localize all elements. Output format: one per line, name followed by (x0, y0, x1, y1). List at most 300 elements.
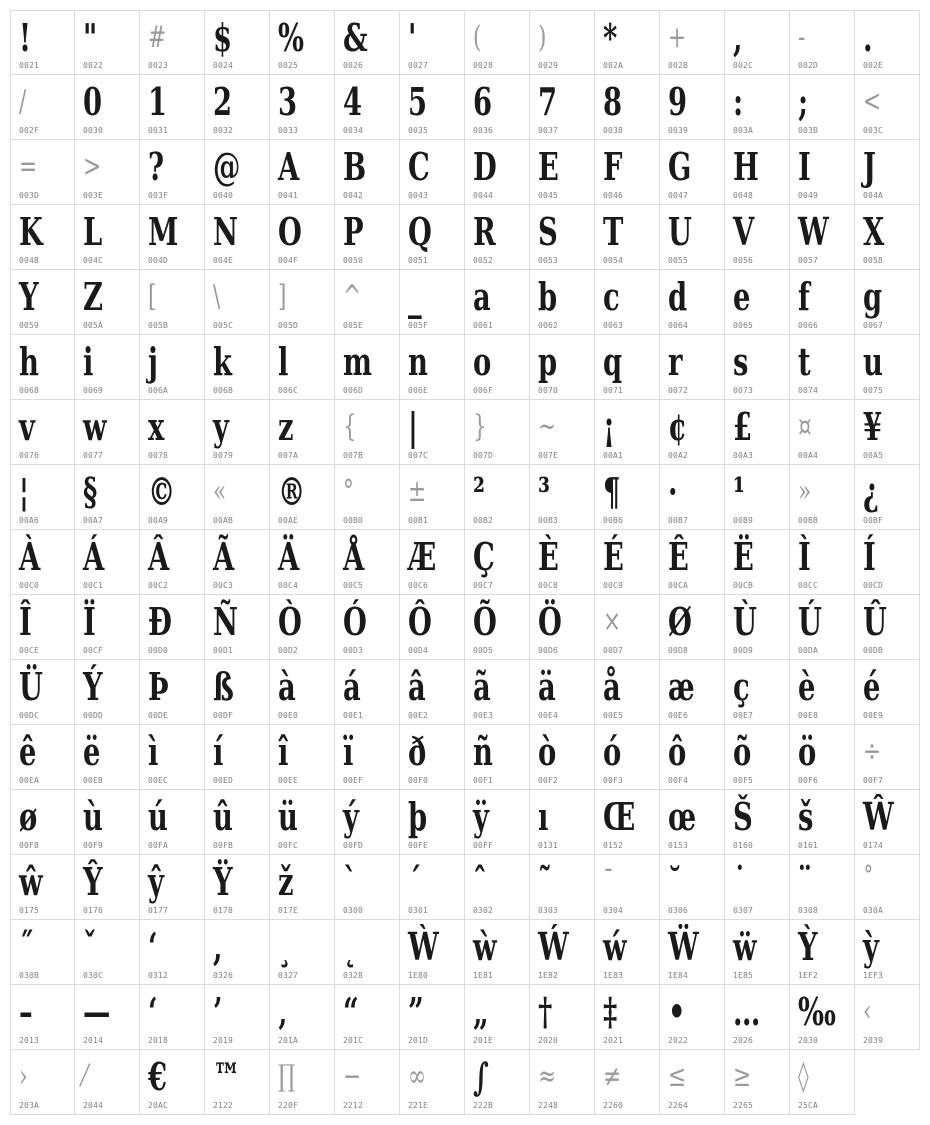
glyph-char: è (798, 664, 816, 709)
glyph-char: … (733, 989, 761, 1034)
glyph-cell (595, 335, 660, 400)
glyph-cell (75, 985, 140, 1050)
glyph-code: 1EF3 (863, 971, 884, 980)
glyph-char: b (538, 274, 558, 319)
glyph-code: 0054 (603, 256, 624, 265)
glyph-cell (660, 985, 725, 1050)
glyph-code: 2014 (83, 1036, 104, 1045)
glyph-cell (335, 985, 400, 1050)
glyph-cell (10, 530, 75, 595)
glyph-code: 0055 (668, 256, 689, 265)
glyph-cell (335, 205, 400, 270)
glyph-code: 0032 (213, 126, 234, 135)
glyph-char: ™ (213, 1054, 241, 1099)
glyph-cell (725, 140, 790, 205)
glyph-char: H (733, 144, 759, 189)
glyph-code: 00C7 (473, 581, 494, 590)
glyph-code: 0056 (733, 256, 754, 265)
glyph-char: â (408, 664, 426, 709)
glyph-code: 004F (278, 256, 299, 265)
glyph-cell (140, 400, 205, 465)
glyph-cell (75, 855, 140, 920)
glyph-cell (790, 790, 855, 855)
glyph-code: 00F2 (538, 776, 559, 785)
glyph-cell (595, 790, 660, 855)
glyph-code: 00DE (148, 711, 169, 720)
glyph-code: 006F (473, 386, 494, 395)
glyph-cell (530, 920, 595, 985)
glyph-char: " (83, 15, 98, 60)
glyph-cell (790, 595, 855, 660)
glyph-cell (595, 75, 660, 140)
glyph-cell (465, 855, 530, 920)
glyph-char: F (603, 144, 623, 189)
glyph-code: 201C (343, 1036, 364, 1045)
glyph-cell (270, 335, 335, 400)
glyph-cell (140, 855, 205, 920)
glyph-code: 006C (278, 386, 299, 395)
glyph-code: 0041 (278, 191, 299, 200)
glyph-code: 0301 (408, 906, 429, 915)
glyph-cell (400, 530, 465, 595)
glyph-code: 0040 (213, 191, 234, 200)
glyph-cell (270, 790, 335, 855)
glyph-code: 00FF (473, 841, 494, 850)
glyph-char: þ (408, 794, 428, 839)
glyph-code: 0044 (473, 191, 494, 200)
glyph-code: 003F (148, 191, 169, 200)
glyph-cell (595, 400, 660, 465)
glyph-cell (10, 985, 75, 1050)
glyph-char: E (538, 144, 559, 189)
glyph-char: Ẁ (408, 924, 439, 969)
glyph-char: ê (19, 729, 37, 774)
glyph-cell (725, 335, 790, 400)
glyph-char: } (473, 409, 487, 444)
glyph-code: 0307 (733, 906, 754, 915)
glyph-cell (400, 920, 465, 985)
glyph-char: ë (83, 729, 101, 774)
glyph-char: ≤ (668, 1059, 687, 1094)
glyph-char: V (733, 209, 755, 254)
glyph-code: 00AB (213, 516, 234, 525)
glyph-code: 006E (408, 386, 429, 395)
glyph-cell (465, 465, 530, 530)
glyph-cell (660, 790, 725, 855)
glyph-char: r (668, 339, 683, 384)
glyph-code: 00C0 (19, 581, 40, 590)
glyph-code: 0069 (83, 386, 104, 395)
glyph-char: n (408, 339, 428, 384)
glyph-char: © (148, 469, 176, 514)
glyph-code: 2019 (213, 1036, 234, 1045)
glyph-code: 0022 (83, 61, 104, 70)
glyph-cell (790, 1050, 855, 1115)
glyph-char: ÿ (473, 794, 489, 839)
glyph-code: 00C9 (603, 581, 624, 590)
glyph-cell (75, 465, 140, 530)
glyph-code: 220F (278, 1101, 299, 1110)
glyph-char: ä (538, 664, 556, 709)
glyph-cell (855, 985, 920, 1050)
glyph-cell (335, 725, 400, 790)
glyph-code: 0161 (798, 841, 819, 850)
glyph-code: 0175 (19, 906, 40, 915)
glyph-code: 00FB (213, 841, 234, 850)
glyph-char: ‡ (603, 989, 618, 1034)
glyph-cell (855, 790, 920, 855)
glyph-char: q (603, 339, 623, 384)
glyph-cell (790, 270, 855, 335)
glyph-char: j (148, 339, 158, 384)
glyph-code: 017E (278, 906, 299, 915)
glyph-char: Â (148, 534, 170, 579)
glyph-code: 0153 (668, 841, 689, 850)
glyph-char: S (538, 209, 558, 254)
glyph-code: 2265 (733, 1101, 754, 1110)
glyph-char: 3 (278, 79, 298, 124)
glyph-code: 00EF (343, 776, 364, 785)
glyph-code: 25CA (798, 1101, 819, 1110)
glyph-code: 0050 (343, 256, 364, 265)
glyph-char: \ (213, 279, 221, 314)
glyph-code: 2020 (538, 1036, 559, 1045)
glyph-cell (205, 1050, 270, 1115)
glyph-cell (10, 205, 75, 270)
glyph-cell (205, 10, 270, 75)
glyph-code: 005C (213, 321, 234, 330)
glyph-cell (725, 1050, 790, 1115)
glyph-cell (790, 855, 855, 920)
glyph-char: Ï (83, 599, 96, 644)
glyph-code: 00F1 (473, 776, 494, 785)
glyph-char: ï (343, 729, 354, 774)
glyph-code: 00CC (798, 581, 819, 590)
glyph-code: 0029 (538, 61, 559, 70)
glyph-code: 0033 (278, 126, 299, 135)
glyph-code: 0176 (83, 906, 104, 915)
glyph-char: È (538, 534, 559, 579)
glyph-code: 007D (473, 451, 494, 460)
glyph-cell (725, 920, 790, 985)
glyph-code: 2026 (733, 1036, 754, 1045)
glyph-char: s (733, 339, 749, 384)
glyph-char: € (148, 1054, 168, 1099)
glyph-code: 00F6 (798, 776, 819, 785)
glyph-char: Ç (473, 534, 495, 579)
glyph-code: 0039 (668, 126, 689, 135)
glyph-code: 0065 (733, 321, 754, 330)
glyph-char: 1 (148, 79, 168, 124)
glyph-cell (790, 660, 855, 725)
glyph-code: 2044 (83, 1101, 104, 1110)
glyph-cell (530, 725, 595, 790)
glyph-code: 00B2 (473, 516, 494, 525)
glyph-cell (595, 855, 660, 920)
glyph-code: 00CD (863, 581, 884, 590)
glyph-cell (465, 595, 530, 660)
glyph-code: 2122 (213, 1101, 234, 1110)
glyph-code: 0071 (603, 386, 624, 395)
glyph-code: 006D (343, 386, 364, 395)
glyph-code: 0178 (213, 906, 234, 915)
glyph-code: 002F (19, 126, 40, 135)
glyph-code: 007C (408, 451, 429, 460)
glyph-code: 201A (278, 1036, 299, 1045)
glyph-cell (335, 465, 400, 530)
glyph-code: 00A1 (603, 451, 624, 460)
glyph-code: 0021 (19, 61, 40, 70)
glyph-cell (790, 465, 855, 530)
glyph-cell (400, 10, 465, 75)
glyph-cell (270, 400, 335, 465)
glyph-cell (270, 855, 335, 920)
glyph-char: Ö (538, 599, 562, 644)
glyph-char: ‚ (278, 989, 288, 1034)
glyph-cell (465, 790, 530, 855)
glyph-char: , (733, 15, 743, 60)
glyph-cell (75, 920, 140, 985)
glyph-code: 00D4 (408, 646, 429, 655)
glyph-cell (855, 10, 920, 75)
glyph-cell (790, 400, 855, 465)
glyph-cell (530, 75, 595, 140)
glyph-code: 0300 (343, 906, 364, 915)
glyph-cell (400, 400, 465, 465)
glyph-cell (465, 400, 530, 465)
glyph-code: 0326 (213, 971, 234, 980)
glyph-char: ° (343, 474, 354, 509)
glyph-char: p (538, 339, 558, 384)
glyph-cell (10, 595, 75, 660)
glyph-code: 00EE (278, 776, 299, 785)
glyph-cell (530, 400, 595, 465)
glyph-char: X (863, 209, 885, 254)
glyph-cell (205, 465, 270, 530)
glyph-char: ẁ (473, 924, 497, 969)
glyph-char: T (603, 209, 624, 254)
glyph-code: 00CA (668, 581, 689, 590)
glyph-code: 004C (83, 256, 104, 265)
glyph-char: I (798, 144, 811, 189)
glyph-code: 1E82 (538, 971, 559, 980)
glyph-code: 003E (83, 191, 104, 200)
glyph-code: 030A (863, 906, 884, 915)
glyph-code: 004A (863, 191, 884, 200)
glyph-code: 00D7 (603, 646, 624, 655)
glyph-char: u (863, 339, 883, 384)
glyph-grid (10, 10, 920, 1115)
glyph-cell (75, 595, 140, 660)
glyph-char: ” (408, 989, 424, 1034)
glyph-char: ~ (538, 409, 557, 444)
glyph-char: ¹ (733, 469, 745, 514)
glyph-code: 2030 (798, 1036, 819, 1045)
glyph-char: Ẅ (668, 924, 699, 969)
glyph-code: 007A (278, 451, 299, 460)
glyph-char: Ỳ (798, 924, 818, 969)
glyph-cell (790, 985, 855, 1050)
glyph-cell (595, 140, 660, 205)
glyph-cell (205, 985, 270, 1050)
glyph-cell (660, 660, 725, 725)
glyph-char: w (83, 404, 107, 449)
glyph-code: 002D (798, 61, 819, 70)
glyph-char: $ (213, 15, 233, 60)
glyph-cell (270, 75, 335, 140)
glyph-char: ; (798, 79, 809, 124)
glyph-code: 00E8 (798, 711, 819, 720)
glyph-cell (530, 660, 595, 725)
glyph-code: 0073 (733, 386, 754, 395)
glyph-cell (140, 985, 205, 1050)
glyph-code: 0066 (798, 321, 819, 330)
glyph-char: < (863, 84, 882, 119)
glyph-cell (205, 725, 270, 790)
glyph-code: 0048 (733, 191, 754, 200)
glyph-code: 0312 (148, 971, 169, 980)
glyph-code: 00E9 (863, 711, 884, 720)
glyph-char: Ð (148, 599, 172, 644)
glyph-char: a (473, 274, 491, 319)
glyph-cell (855, 400, 920, 465)
glyph-char: Ú (798, 599, 822, 644)
glyph-char: ² (473, 469, 485, 514)
glyph-cell (790, 10, 855, 75)
glyph-char: ¸ (278, 924, 292, 969)
glyph-cell (140, 1050, 205, 1115)
glyph-cell (530, 985, 595, 1050)
glyph-cell (205, 855, 270, 920)
glyph-cell (270, 205, 335, 270)
glyph-cell (140, 205, 205, 270)
glyph-code: 00E1 (343, 711, 364, 720)
glyph-code: 00D2 (278, 646, 299, 655)
glyph-char: š (798, 794, 814, 839)
glyph-code: 2212 (343, 1101, 364, 1110)
glyph-code: 00E0 (278, 711, 299, 720)
glyph-char: ? (148, 144, 165, 189)
glyph-cell (10, 75, 75, 140)
glyph-cell (855, 595, 920, 660)
glyph-char: M (148, 209, 179, 254)
glyph-char: g (863, 274, 883, 319)
glyph-char: A (278, 144, 300, 189)
glyph-cell (855, 920, 920, 985)
glyph-cell (400, 985, 465, 1050)
glyph-cell (595, 985, 660, 1050)
glyph-code: 00D3 (343, 646, 364, 655)
glyph-char: U (668, 209, 692, 254)
glyph-cell (465, 920, 530, 985)
glyph-cell (75, 205, 140, 270)
glyph-char: Ô (408, 599, 432, 644)
glyph-char: Û (863, 599, 887, 644)
glyph-code: 0053 (538, 256, 559, 265)
glyph-char: ¢ (668, 404, 688, 449)
glyph-code: 00C2 (148, 581, 169, 590)
glyph-char: ´ (408, 859, 422, 904)
glyph-cell (400, 140, 465, 205)
glyph-char: ö (798, 729, 817, 774)
glyph-code: 0049 (798, 191, 819, 200)
glyph-code: 2248 (538, 1101, 559, 1110)
glyph-cell (790, 335, 855, 400)
glyph-code: 0177 (148, 906, 169, 915)
glyph-code: 004D (148, 256, 169, 265)
glyph-cell (530, 465, 595, 530)
glyph-code: 0031 (148, 126, 169, 135)
glyph-cell (855, 205, 920, 270)
glyph-cell (75, 400, 140, 465)
glyph-cell (10, 790, 75, 855)
glyph-cell (270, 530, 335, 595)
glyph-cell (335, 855, 400, 920)
glyph-char: Ý (83, 664, 103, 709)
glyph-code: 00DD (83, 711, 104, 720)
glyph-char: õ (733, 729, 752, 774)
glyph-cell (660, 465, 725, 530)
glyph-code: 0034 (343, 126, 364, 135)
glyph-char: ≈ (538, 1059, 557, 1094)
glyph-char: Í (863, 534, 876, 579)
glyph-cell (335, 270, 400, 335)
glyph-char: Ŵ (863, 794, 894, 839)
glyph-cell (205, 400, 270, 465)
glyph-char: o (473, 339, 492, 384)
glyph-cell (855, 660, 920, 725)
glyph-cell (10, 725, 75, 790)
glyph-char: á (343, 664, 361, 709)
glyph-code: 00A9 (148, 516, 169, 525)
glyph-char: ± (408, 474, 427, 509)
glyph-char: ¿ (863, 469, 880, 514)
glyph-code: 00D8 (668, 646, 689, 655)
glyph-char: ˇ (83, 924, 97, 969)
glyph-cell (530, 855, 595, 920)
glyph-cell (140, 10, 205, 75)
glyph-cell (465, 205, 530, 270)
glyph-code: 0306 (668, 906, 689, 915)
glyph-cell (855, 465, 920, 530)
glyph-char: Æ (408, 534, 437, 579)
glyph-cell (400, 790, 465, 855)
glyph-cell (335, 530, 400, 595)
glyph-cell (660, 855, 725, 920)
glyph-cell (400, 205, 465, 270)
glyph-code: 00F7 (863, 776, 884, 785)
glyph-cell (270, 10, 335, 75)
glyph-code: 1E81 (473, 971, 494, 980)
glyph-code: 0052 (473, 256, 494, 265)
glyph-char: ç (733, 664, 750, 709)
glyph-cell (725, 855, 790, 920)
glyph-code: 0058 (863, 256, 884, 265)
glyph-char: t (798, 339, 811, 384)
glyph-cell (660, 400, 725, 465)
glyph-cell (205, 790, 270, 855)
glyph-char: ‘ (148, 989, 158, 1034)
glyph-char: î (278, 729, 289, 774)
glyph-char: Œ (603, 794, 636, 839)
glyph-cell (205, 660, 270, 725)
glyph-code: 0045 (538, 191, 559, 200)
glyph-cell (75, 725, 140, 790)
glyph-char: ` (343, 859, 357, 904)
glyph-code: 00CF (83, 646, 104, 655)
glyph-cell (660, 205, 725, 270)
glyph-cell (205, 205, 270, 270)
